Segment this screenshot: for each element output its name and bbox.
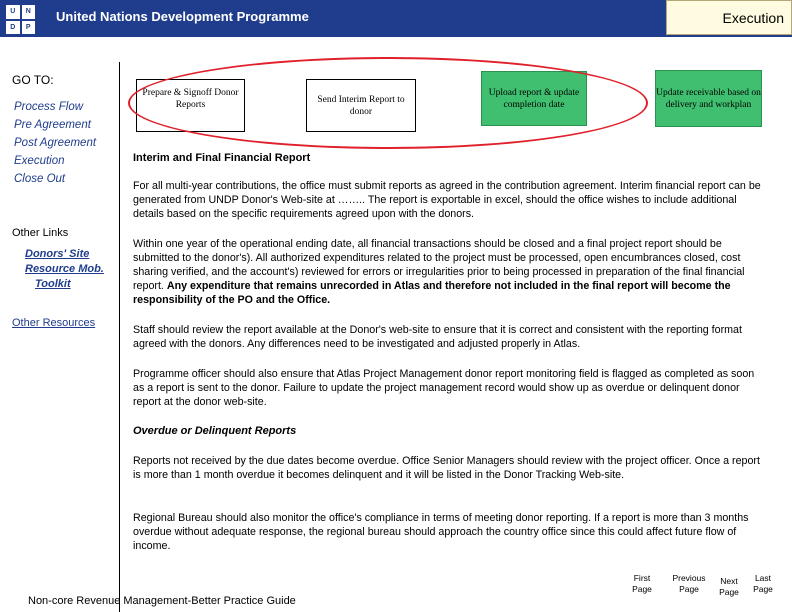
links-list	[25, 247, 104, 292]
guide-title: Non-core Revenue Management-Better Practice Guide	[28, 595, 296, 607]
flow-box-prepare: Prepare & Signoff Donor Reports	[136, 79, 245, 132]
logo-letter: N	[21, 4, 37, 20]
link-donors-site[interactable]: Donors' Site	[25, 248, 90, 260]
undp-logo	[4, 3, 37, 36]
nav-execution[interactable]: Execution	[14, 155, 65, 167]
flow-box-send-interim: Send Interim Report to donor	[306, 79, 416, 132]
nav-process-flow[interactable]: Process Flow	[14, 101, 84, 113]
paragraph	[133, 511, 761, 553]
nav-close-out[interactable]: Close Out	[14, 173, 66, 185]
highlight-ellipse	[128, 57, 648, 149]
paragraph	[133, 454, 761, 482]
paragraph-text: Staff should review the report available at the Donor's web-site to ensure that it is correct and consistent with the reporting format agreed with the donors. Any differences need to be investigated and adjusted properly in Atlas.	[133, 324, 742, 350]
link-resource-mob[interactable]: Resource Mob.	[25, 263, 104, 275]
section-heading: Interim and Final Financial Report	[133, 152, 311, 164]
paragraph-text: Regional Bureau should also monitor the office's compliance in terms of meeting donor reporting. If a report is more than 3 months overdue without adequate response, the regional bureau should approach the country office since this could affect future flow of income.	[133, 512, 749, 552]
section-title: Execution	[666, 0, 792, 35]
previous-page-button[interactable]: Previous Page	[672, 573, 706, 594]
first-page-button[interactable]: First Page	[632, 573, 652, 594]
flow-box-upload: Upload report & update completion date	[481, 71, 587, 126]
goto-label: GO TO:	[12, 73, 54, 87]
org-name: United Nations Development Programme	[56, 9, 309, 24]
paragraph-text: For all multi-year contributions, the office must submit reports as agreed in the contribution agreement. Interim financial report can be generated from UNDP Donor's Web-site at …….. The report is exportable in excel, should the office wishes to include additional details based on the specific requirements agreed upon with the donors.	[133, 180, 761, 220]
link-toolkit[interactable]: Toolkit	[35, 278, 71, 290]
paragraph-text: Programme officer should also ensure that Atlas Project Management donor report monitoring field is flagged as completed as soon as a report is sent to the donor. Failure to update the project management record would show up as overdue or delinquent donor report at the donor web-site.	[133, 368, 755, 408]
other-links-label: Other Links	[12, 227, 69, 239]
paragraph	[133, 179, 761, 221]
logo-letter: P	[21, 20, 37, 36]
logo-letter: D	[5, 20, 21, 36]
flow-box-update-receivable: Update receivable based on delivery and workplan	[655, 70, 762, 127]
paragraph	[133, 323, 761, 351]
link-other-resources[interactable]: Other Resources	[12, 317, 96, 329]
logo-letter: U	[5, 4, 21, 20]
next-page-button[interactable]: Next Page	[719, 576, 739, 597]
sidebar-divider	[119, 62, 120, 612]
nav-post-agreement[interactable]: Post Agreement	[14, 137, 97, 149]
paragraph-text: Reports not received by the due dates become overdue. Office Senior Managers should review with the project officer. Once a report is more than 1 month overdue it becomes delinquent and it will be listed in the Donor Tracking Web-site.	[133, 455, 760, 481]
paragraph	[133, 367, 761, 409]
paragraph	[133, 237, 761, 307]
paragraph-text	[133, 237, 761, 307]
nav-pre-agreement[interactable]: Pre Agreement	[14, 119, 91, 131]
subheading: Overdue or Delinquent Reports	[133, 425, 297, 437]
paragraph-normal: Within one year of the operational ending date, all financial transactions should be closed and a final project report should be submitted to the donor's). All authorized expenditures related to the project must be processed, open encumbrances closed, cost sharing verified, and the account's) reviewed for errors or irregularities prior to being processed in preparation of the final financial report.	[133, 238, 745, 292]
paragraph-bold: Any expenditure that remains unrecorded in Atlas and therefore not included in the final report will become the responsibility of the PO and the Office.	[133, 280, 731, 306]
last-page-button[interactable]: Last Page	[753, 573, 773, 594]
